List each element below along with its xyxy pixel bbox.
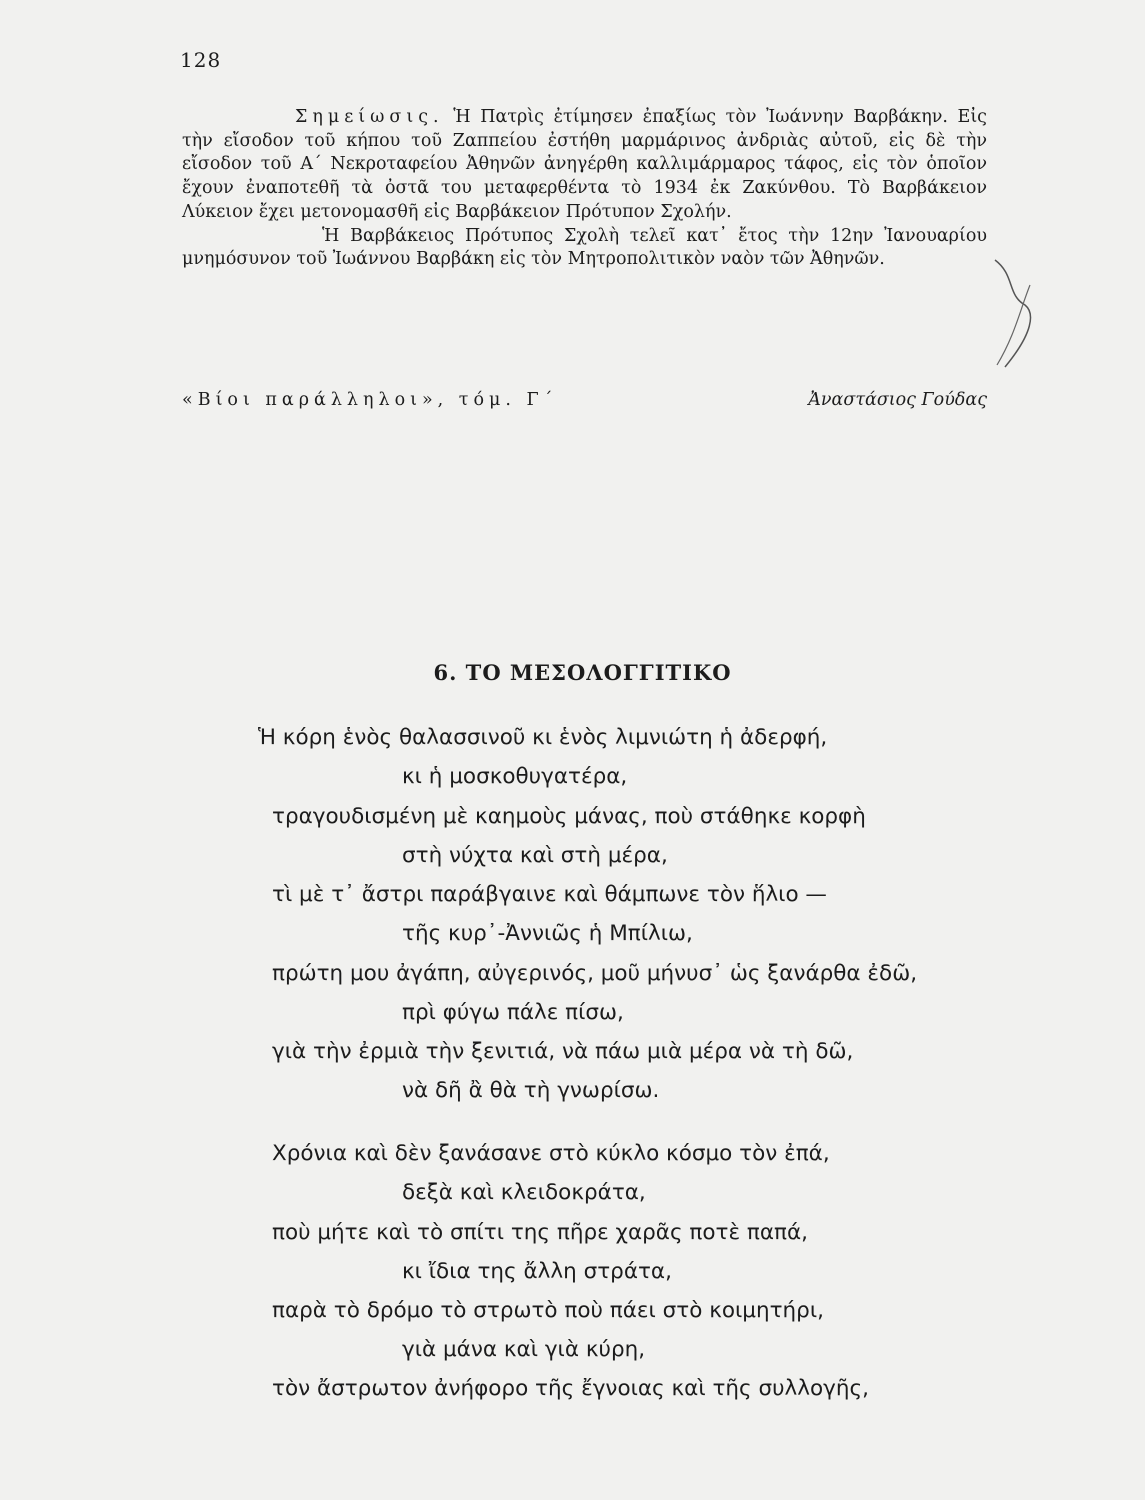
poem-line: ποὺ μήτε καὶ τὸ σπίτι της πῆρε χαρᾶς ποτὲ παπά, bbox=[272, 1220, 808, 1245]
poem-line: γιὰ τὴν ἐρμιὰ τὴν ξενιτιά, νὰ πάω μιὰ μέρα νὰ τὴ δῶ, bbox=[272, 1039, 854, 1064]
poem-line: τὸν ἄστρωτον ἀνήφορο τῆς ἔγνοιας καὶ τῆς συλλογῆς, bbox=[272, 1376, 869, 1401]
handwritten-mark-icon bbox=[985, 255, 1045, 375]
note-paragraph-1 bbox=[182, 106, 987, 225]
poem-line: τὶ μὲ τ᾿ ἄστρι παράβγαινε καὶ θάμπωνε τὸν ἥλιο — bbox=[272, 882, 827, 907]
source-citation bbox=[182, 390, 987, 414]
section-title bbox=[0, 660, 1145, 685]
note-paragraph-2: Ἡ Βαρβάκειος Πρότυπος Σχολὴ τελεῖ κατ᾿ ἔτος τὴν 12ην Ἰανουαρίου μνημόσυνον τοῦ Ἰωάννου Βαρβάκη εἰς τὸν Μητροπολιτικὸν ναὸν τῶν Ἀθηνῶν. bbox=[182, 225, 987, 270]
note-section bbox=[182, 106, 987, 272]
poem-line: δεξὰ καὶ κλειδοκράτα, bbox=[402, 1180, 646, 1205]
source-work: «Βίοι παράλληλοι», τόμ. Γ΄ bbox=[182, 390, 558, 410]
note-text-1: Ἡ Πατρὶς ἐτίμησεν ἐπαξίως τὸν Ἰωάννην Βαρβάκην. Εἰς τὴν εἴσοδον τοῦ κήπου τοῦ Ζαππείου ἐστήθη μαρμάρινος ἀνδριὰς αὐτοῦ, εἰς δὲ τὴν εἴσοδον τοῦ Α΄ Νεκροταφείου Ἀθηνῶν ἀνηγέρθη καλλιμάρμαρος τάφος, εἰς τὸν ὁποῖον ἔχουν ἐναποτεθῆ τὰ ὀστᾶ του μεταφερθέντα τὸ 1934 ἐκ Ζακύνθου. Τὸ Βαρβάκειον Λύκειον ἔχει μετονομασθῆ εἰς Βαρβάκειον Πρότυπον Σχολήν. bbox=[182, 107, 987, 222]
poem-line: πρὶ φύγω πάλε πίσω, bbox=[402, 1000, 624, 1025]
poem-line: γιὰ μάνα καὶ γιὰ κύρη, bbox=[402, 1337, 646, 1362]
poem-line: παρὰ τὸ δρόμο τὸ στρωτὸ ποὺ πάει στὸ κοιμητήρι, bbox=[272, 1298, 824, 1323]
page-number: 128 bbox=[180, 48, 222, 72]
poem-line: στὴ νύχτα καὶ στὴ μέρα, bbox=[402, 843, 668, 868]
poem-line: νὰ δῆ ἂ θὰ τὴ γνωρίσω. bbox=[402, 1078, 660, 1103]
source-author: Ἀναστάσιος Γούδας bbox=[808, 390, 987, 410]
note-label: Σημείωσις. bbox=[295, 107, 444, 127]
poem-line: πρώτη μου ἀγάπη, αὐγερινός, μοῦ μήνυσ᾿ ὡς ξανάρθα ἐδῶ, bbox=[272, 961, 918, 986]
poem-line: κι ἴδια της ἄλλη στράτα, bbox=[402, 1259, 672, 1284]
poem-line: Ἡ κόρη ἑνὸς θαλασσινοῦ κι ἑνὸς λιμνιώτη ἡ ἀδερφή, bbox=[258, 725, 828, 750]
poem-line: Χρόνια καὶ δὲν ξανάσανε στὸ κύκλο κόσμο τὸν ἐπά, bbox=[272, 1141, 830, 1166]
poem-line: τραγουδισμένη μὲ καημοὺς μάνας, ποὺ στάθηκε κορφὴ bbox=[272, 804, 866, 829]
poem-line: τῆς κυρ᾿-Ἀννιῶς ἡ Μπίλιω, bbox=[402, 921, 693, 946]
section-title-text: 6. ΤΟ ΜΕΣΟΛΟΓΓΙΤΙΚΟ bbox=[433, 660, 732, 685]
poem-line: κι ἡ μοσκοθυγατέρα, bbox=[402, 764, 628, 789]
